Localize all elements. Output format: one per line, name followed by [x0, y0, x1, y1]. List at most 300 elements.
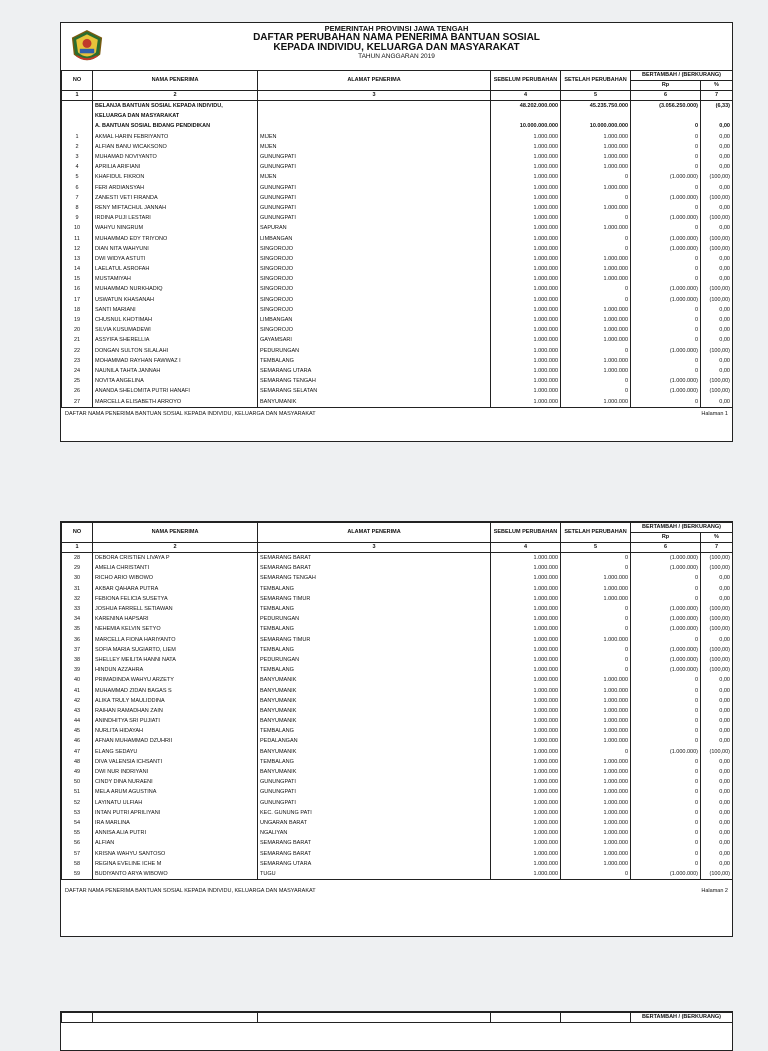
change-pct: (100,00) [701, 172, 733, 182]
table-row [62, 614, 733, 624]
change-pct: (100,00) [701, 624, 733, 634]
row-no: 8 [62, 203, 93, 213]
amount-after: 0 [561, 614, 631, 624]
recipient-address: SEMARANG TENGAH [258, 573, 491, 583]
change-rp: 0 [631, 132, 701, 142]
table-row [62, 142, 733, 152]
change-rp: 0 [631, 818, 701, 828]
change-pct: (100,00) [701, 213, 733, 223]
amount-after: 1.000.000 [561, 152, 631, 162]
row-no: 29 [62, 563, 93, 573]
amount-after: 0 [561, 244, 631, 254]
amount-after: 1.000.000 [561, 396, 631, 407]
change-rp: 0 [631, 162, 701, 172]
change-rp: 0 [631, 152, 701, 162]
recipient-name: SILVIA KUSUMADEWI [93, 325, 258, 335]
col-header-rp: Rp [631, 533, 701, 543]
header-title: DAFTAR PERUBAHAN NAMA PENERIMA BANTUAN SOSIAL [253, 32, 540, 43]
amount-after: 0 [561, 645, 631, 655]
change-pct: 0,00 [701, 152, 733, 162]
row-no: 30 [62, 573, 93, 583]
recipient-name: MUHAMMAD EDY TRIYONO [93, 233, 258, 243]
row-no: 56 [62, 838, 93, 848]
row-no: 47 [62, 747, 93, 757]
table-row [62, 305, 733, 315]
recipient-address: PEDURUNGAN [258, 655, 491, 665]
recipient-address: BANYUMANIK [258, 747, 491, 757]
change-rp: 0 [631, 274, 701, 284]
amount-after: 1.000.000 [561, 203, 631, 213]
page-number: Halaman 1 [701, 410, 728, 417]
amount-before: 1.000.000 [491, 264, 561, 274]
recipient-name: RICHO ARIO WIBOWO [93, 573, 258, 583]
change-rp: (1.000.000) [631, 376, 701, 386]
recipient-address: MIJEN [258, 142, 491, 152]
amount-after: 1.000.000 [561, 859, 631, 869]
recipient-address: SAPURAN [258, 223, 491, 233]
row-no: 34 [62, 614, 93, 624]
change-rp: (1.000.000) [631, 346, 701, 356]
change-pct: 0,00 [701, 335, 733, 345]
amount-after: 1.000.000 [561, 696, 631, 706]
amount-before: 1.000.000 [491, 244, 561, 254]
amount-before: 1.000.000 [491, 346, 561, 356]
recipient-name: MARCELLA ELISABETH ARROYO [93, 396, 258, 407]
amount-after: 1.000.000 [561, 716, 631, 726]
recipient-address: GUNUNGPATI [258, 193, 491, 203]
amount-after: 0 [561, 747, 631, 757]
change-rp: 0 [631, 736, 701, 746]
change-pct: 0,00 [701, 142, 733, 152]
recipient-address: BANYUMANIK [258, 767, 491, 777]
change-rp: (1.000.000) [631, 193, 701, 203]
amount-after: 0 [561, 295, 631, 305]
table-row [62, 624, 733, 634]
table-row [62, 386, 733, 396]
col-header-no: NO [62, 71, 93, 91]
amount-after: 1.000.000 [561, 777, 631, 787]
document-page-1 [60, 22, 733, 442]
amount-before: 1.000.000 [491, 645, 561, 655]
recipient-name: APRILIA ARIFIANI [93, 162, 258, 172]
change-pct: 0,00 [701, 808, 733, 818]
recipient-name: LAYINATU ULFIAH [93, 798, 258, 808]
change-rp: (1.000.000) [631, 869, 701, 880]
amount-before: 1.000.000 [491, 614, 561, 624]
amount-after: 1.000.000 [561, 757, 631, 767]
row-no: 57 [62, 848, 93, 858]
change-pct: 0,00 [701, 859, 733, 869]
table-row [62, 213, 733, 223]
change-pct: 0,00 [701, 356, 733, 366]
recipient-name: NEHEMIA KELVIN SETYO [93, 624, 258, 634]
amount-after: 0 [561, 213, 631, 223]
change-rp: (1.000.000) [631, 244, 701, 254]
change-pct: 0,00 [701, 767, 733, 777]
amount-after: 1.000.000 [561, 274, 631, 284]
table-row [62, 798, 733, 808]
recipient-address: TEMBALANG [258, 624, 491, 634]
change-pct: 0,00 [701, 162, 733, 172]
change-rp: (1.000.000) [631, 655, 701, 665]
recipient-address: TEMBALANG [258, 665, 491, 675]
amount-before: 1.000.000 [491, 335, 561, 345]
change-rp: 0 [631, 696, 701, 706]
table-row [62, 767, 733, 777]
table-row [62, 315, 733, 325]
row-no: 14 [62, 264, 93, 274]
table-row [62, 183, 733, 193]
row-no: 41 [62, 685, 93, 695]
amount-after: 1.000.000 [561, 675, 631, 685]
amount-before: 1.000.000 [491, 594, 561, 604]
recipient-address: SEMARANG BARAT [258, 848, 491, 858]
subsection-pct: 0,00 [701, 121, 733, 131]
change-pct: (100,00) [701, 386, 733, 396]
change-pct: 0,00 [701, 828, 733, 838]
recipient-address: GUNUNGPATI [258, 162, 491, 172]
summary-rp: (3.056.250.000) [631, 101, 701, 112]
row-no: 32 [62, 594, 93, 604]
recipient-address: SEMARANG TENGAH [258, 376, 491, 386]
change-pct: 0,00 [701, 757, 733, 767]
change-pct: 0,00 [701, 584, 733, 594]
recipient-address: GUNUNGPATI [258, 203, 491, 213]
recipient-name: ASSYIFA SHERELLIA [93, 335, 258, 345]
table-row [62, 284, 733, 294]
recipient-address: SEMARANG BARAT [258, 563, 491, 573]
recipient-address: LIMBANGAN [258, 315, 491, 325]
recipient-address: TEMBALANG [258, 584, 491, 594]
amount-after: 1.000.000 [561, 808, 631, 818]
change-pct: 0,00 [701, 838, 733, 848]
amount-after: 1.000.000 [561, 142, 631, 152]
change-pct: 0,00 [701, 696, 733, 706]
col-header-pct: % [701, 533, 733, 543]
table-row [62, 335, 733, 345]
row-no: 18 [62, 305, 93, 315]
page-number: Halaman 2 [701, 888, 728, 894]
col-index-5: 5 [561, 91, 631, 101]
change-pct: (100,00) [701, 665, 733, 675]
row-no: 24 [62, 366, 93, 376]
amount-before: 1.000.000 [491, 356, 561, 366]
row-no: 43 [62, 706, 93, 716]
row-no: 50 [62, 777, 93, 787]
row-no: 37 [62, 645, 93, 655]
row-no: 5 [62, 172, 93, 182]
recipient-name: MOHAMMAD RAYHAN FAWWAZ I [93, 356, 258, 366]
amount-after: 0 [561, 869, 631, 880]
recipient-name: DONGAN SULTON SILALAHI [93, 346, 258, 356]
amount-after: 1.000.000 [561, 594, 631, 604]
row-no: 54 [62, 818, 93, 828]
table-row [62, 203, 733, 213]
row-no: 53 [62, 808, 93, 818]
change-rp: 0 [631, 325, 701, 335]
recipient-address: UNGARAN BARAT [258, 818, 491, 828]
change-pct: 0,00 [701, 366, 733, 376]
amount-after: 1.000.000 [561, 183, 631, 193]
table-row [62, 635, 733, 645]
amount-before: 1.000.000 [491, 604, 561, 614]
change-rp: 0 [631, 757, 701, 767]
amount-before: 1.000.000 [491, 315, 561, 325]
change-rp: (1.000.000) [631, 284, 701, 294]
row-no: 40 [62, 675, 93, 685]
recipient-address: PEDURUNGAN [258, 346, 491, 356]
amount-before: 1.000.000 [491, 635, 561, 645]
change-pct: 0,00 [701, 787, 733, 797]
row-no: 31 [62, 584, 93, 594]
subsection-row [62, 121, 733, 131]
recipient-name: KARENINA HAPSARI [93, 614, 258, 624]
col-index-3: 3 [258, 543, 491, 553]
change-pct: 0,00 [701, 594, 733, 604]
amount-before: 1.000.000 [491, 736, 561, 746]
row-no: 48 [62, 757, 93, 767]
row-no: 22 [62, 346, 93, 356]
amount-after: 0 [561, 553, 631, 564]
change-pct: (100,00) [701, 553, 733, 564]
recipient-name: MELA ARUM AGUSTINA [93, 787, 258, 797]
col-index-2: 2 [93, 543, 258, 553]
recipient-name: INTAN PUTRI APRILIYANI [93, 808, 258, 818]
amount-before: 1.000.000 [491, 132, 561, 142]
amount-before: 1.000.000 [491, 553, 561, 564]
recipient-name: IRDINA PUJI LESTARI [93, 213, 258, 223]
table-row [62, 869, 733, 880]
recipient-name: DIVA VALENSIA ICHSANTI [93, 757, 258, 767]
table-row [62, 726, 733, 736]
change-pct: (100,00) [701, 869, 733, 880]
table-row [62, 264, 733, 274]
recipient-name: MUHAMMAD ZIDAN BAGAS S [93, 685, 258, 695]
change-pct: (100,00) [701, 244, 733, 254]
recipient-address: MIJEN [258, 132, 491, 142]
recipient-address: TUGU [258, 869, 491, 880]
col-header-alamat: ALAMAT PENERIMA [258, 523, 491, 543]
amount-before: 1.000.000 [491, 396, 561, 407]
change-rp: 0 [631, 767, 701, 777]
amount-before: 1.000.000 [491, 869, 561, 880]
row-no: 19 [62, 315, 93, 325]
change-pct: (100,00) [701, 193, 733, 203]
document-page-3 [60, 1011, 733, 1051]
amount-after: 1.000.000 [561, 162, 631, 172]
footer-caption: DAFTAR NAMA PENERIMA BANTUAN SOSIAL KEPADA INDIVIDU, KELUARGA DAN MASYARAKAT [65, 888, 316, 894]
table-row [62, 645, 733, 655]
amount-before: 1.000.000 [491, 798, 561, 808]
amount-after: 0 [561, 376, 631, 386]
recipient-name: DWI NUR INDRIYANI [93, 767, 258, 777]
summary-setelah: 45.235.750.000 [561, 101, 631, 112]
row-no: 6 [62, 183, 93, 193]
recipient-name: NURLITA HIDAYAH [93, 726, 258, 736]
amount-before: 1.000.000 [491, 696, 561, 706]
change-pct: 0,00 [701, 132, 733, 142]
amount-before: 1.000.000 [491, 213, 561, 223]
recipient-address: SINGOROJO [258, 244, 491, 254]
amount-before: 1.000.000 [491, 366, 561, 376]
change-pct: 0,00 [701, 726, 733, 736]
recipient-address: PEDURUNGAN [258, 614, 491, 624]
amount-before: 1.000.000 [491, 284, 561, 294]
recipient-name: FERI ARDIANSYAH [93, 183, 258, 193]
recipient-name: JOSHUA FARRELL SETIAWAN [93, 604, 258, 614]
amount-after: 1.000.000 [561, 335, 631, 345]
table-row [62, 859, 733, 869]
change-pct: 0,00 [701, 848, 733, 858]
amount-after: 1.000.000 [561, 305, 631, 315]
row-no: 15 [62, 274, 93, 284]
amount-before: 1.000.000 [491, 563, 561, 573]
amount-after: 1.000.000 [561, 366, 631, 376]
recipient-name: RENY MIFTACHUL JANNAH [93, 203, 258, 213]
table-row [62, 325, 733, 335]
col-header-alamat: ALAMAT PENERIMA [258, 71, 491, 91]
amount-before: 1.000.000 [491, 295, 561, 305]
amount-before: 1.000.000 [491, 706, 561, 716]
recipient-address: SINGOROJO [258, 305, 491, 315]
amount-after: 1.000.000 [561, 848, 631, 858]
recipient-name: AMELIA CHRISTANTI [93, 563, 258, 573]
change-pct: (100,00) [701, 747, 733, 757]
change-rp: 0 [631, 859, 701, 869]
recipient-name: MUSTAMIYAH [93, 274, 258, 284]
change-pct: 0,00 [701, 396, 733, 407]
amount-before: 1.000.000 [491, 726, 561, 736]
row-no: 42 [62, 696, 93, 706]
row-no: 35 [62, 624, 93, 634]
table-row [62, 162, 733, 172]
recipient-address: BANYUMANIK [258, 696, 491, 706]
recipient-name: MUHAMAD NOVIYANTO [93, 152, 258, 162]
recipient-name: LAELATUL ASROFAH [93, 264, 258, 274]
page-header [61, 23, 732, 70]
change-rp: 0 [631, 828, 701, 838]
change-pct: 0,00 [701, 254, 733, 264]
change-pct: 0,00 [701, 325, 733, 335]
col-header-bertambah: BERTAMBAH / (BERKURANG) [631, 523, 733, 533]
change-pct: 0,00 [701, 716, 733, 726]
recipient-name: DWI WIDYA ASTUTI [93, 254, 258, 264]
recipient-name: BUDIYANTO ARYA WIBOWO [93, 869, 258, 880]
col-header-setelah: SETELAH PERUBAHAN [561, 523, 631, 543]
amount-after: 0 [561, 346, 631, 356]
amount-before: 1.000.000 [491, 808, 561, 818]
table-row [62, 716, 733, 726]
change-pct: 0,00 [701, 635, 733, 645]
row-no: 36 [62, 635, 93, 645]
change-rp: 0 [631, 675, 701, 685]
recipient-address: TEMBALANG [258, 356, 491, 366]
change-rp: (1.000.000) [631, 172, 701, 182]
table-row [62, 396, 733, 407]
recipient-address: BANYUMANIK [258, 396, 491, 407]
row-no: 26 [62, 386, 93, 396]
change-rp: 0 [631, 848, 701, 858]
summary-pct: (6,33) [701, 101, 733, 112]
col-header-sebelum: SEBELUM PERUBAHAN [491, 523, 561, 543]
amount-after: 0 [561, 193, 631, 203]
table-row [62, 757, 733, 767]
recipient-name: ANANDA SHELOMITA PUTRI HANAFI [93, 386, 258, 396]
change-pct: 0,00 [701, 798, 733, 808]
row-no: 25 [62, 376, 93, 386]
amount-before: 1.000.000 [491, 274, 561, 284]
recipient-table-page-3 [61, 1012, 733, 1023]
row-no: 7 [62, 193, 93, 203]
col-index-3: 3 [258, 91, 491, 101]
amount-after: 1.000.000 [561, 726, 631, 736]
change-rp: 0 [631, 584, 701, 594]
change-pct: 0,00 [701, 736, 733, 746]
change-pct: 0,00 [701, 305, 733, 315]
amount-after: 1.000.000 [561, 828, 631, 838]
page-footer-1 [61, 408, 732, 417]
change-rp: 0 [631, 142, 701, 152]
change-rp: 0 [631, 335, 701, 345]
change-pct: 0,00 [701, 274, 733, 284]
summary-title-2: KELUARGA DAN MASYARAKAT [93, 111, 258, 121]
amount-before: 1.000.000 [491, 183, 561, 193]
recipient-name: ANNISA ALIA PUTRI [93, 828, 258, 838]
change-rp: 0 [631, 787, 701, 797]
table-row [62, 563, 733, 573]
recipient-address: GUNUNGPATI [258, 183, 491, 193]
table-row [62, 818, 733, 828]
change-rp: 0 [631, 203, 701, 213]
col-index-1: 1 [62, 91, 93, 101]
amount-after: 0 [561, 284, 631, 294]
amount-after: 0 [561, 563, 631, 573]
col-index-1: 1 [62, 543, 93, 553]
recipient-address: SINGOROJO [258, 264, 491, 274]
row-no: 27 [62, 396, 93, 407]
amount-before: 1.000.000 [491, 624, 561, 634]
row-no: 46 [62, 736, 93, 746]
recipient-name: ALFIAN BANU WICAKSONO [93, 142, 258, 152]
recipient-table-page-2 [61, 522, 733, 880]
row-no: 59 [62, 869, 93, 880]
amount-before: 1.000.000 [491, 254, 561, 264]
change-pct: (100,00) [701, 655, 733, 665]
table-row [62, 594, 733, 604]
row-no: 28 [62, 553, 93, 564]
change-pct: 0,00 [701, 777, 733, 787]
row-no: 55 [62, 828, 93, 838]
row-no: 51 [62, 787, 93, 797]
table-row [62, 685, 733, 695]
row-no: 21 [62, 335, 93, 345]
amount-after: 1.000.000 [561, 685, 631, 695]
amount-after: 1.000.000 [561, 584, 631, 594]
table-row [62, 152, 733, 162]
recipient-address: BANYUMANIK [258, 706, 491, 716]
amount-before: 1.000.000 [491, 233, 561, 243]
amount-before: 1.000.000 [491, 655, 561, 665]
footer-caption: DAFTAR NAMA PENERIMA BANTUAN SOSIAL KEPADA INDIVIDU, KELUARGA DAN MASYARAKAT [65, 410, 316, 417]
table-row [62, 295, 733, 305]
amount-after: 1.000.000 [561, 736, 631, 746]
amount-after: 1.000.000 [561, 706, 631, 716]
table-row [62, 655, 733, 665]
amount-before: 1.000.000 [491, 203, 561, 213]
recipient-name: SOFIA MARIA SUGIARTO, LIEM [93, 645, 258, 655]
table-row [62, 346, 733, 356]
amount-before: 1.000.000 [491, 152, 561, 162]
